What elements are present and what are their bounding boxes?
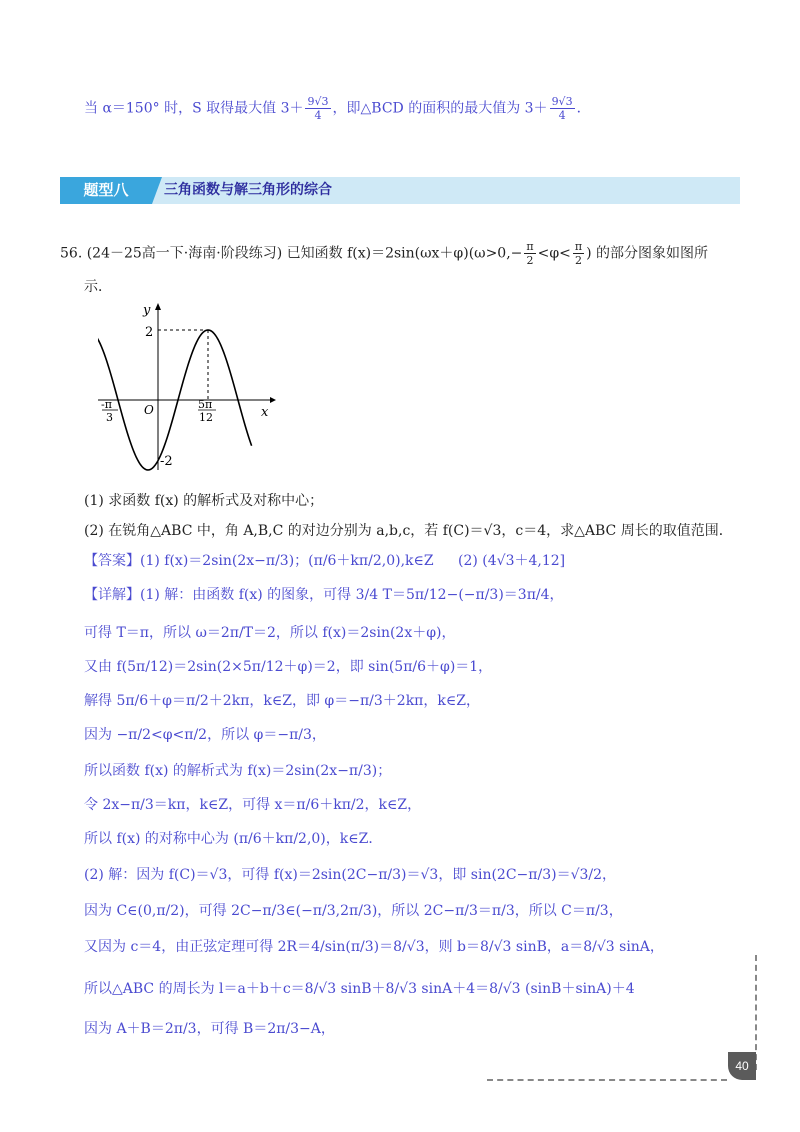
detail-line-13: 因为 A＋B＝2π/3，可得 B＝2π/3−A， [84,1021,335,1037]
origin-label: O [144,403,154,417]
answer-part-2: (2) (4√3＋4,12] [458,553,566,569]
x-left-den: 3 [106,411,113,424]
question-frac-2: $\frac{\pi}{2}$ [574,240,583,267]
x-left-num: -π [101,398,112,411]
detail-line-3: 又由 f(5π/12)＝2sin(2×5π/12＋φ)＝2，即 sin(5π/6＋φ)＝1， [84,659,493,675]
top-end: ． [576,100,591,117]
detail-line-5: 因为 −π/2<φ<π/2，所以 φ＝−π/3， [84,727,326,743]
detail-line-8: 所以 f(x) 的对称中心为 (π/6＋kπ/2,0)，k∈Z． [84,831,383,847]
y-axis-label: y [143,303,151,318]
question-text-a: (24－25高一下·海南·阶段练习) 已知函数 f(x)＝2sin(ωx＋φ)(ω>0,− [86,245,523,262]
function-graph [98,300,288,475]
top-fraction-2: $\frac{9√3}{4}$ [551,95,573,122]
page-number: 40 [728,1052,756,1080]
question-part-2: (2) 在锐角△ABC 中，角 A,B,C 的对边分别为 a,b,c，若 f(C)＝√3，c＝4，求△ABC 周长的取值范围． [84,523,733,539]
detail-line-12: 所以△ABC 的周长为 l＝a＋b＋c＝8/√3 sinB＋8/√3 sinA＋4＝8/√3 (sinB＋sinA)＋4 [84,981,635,997]
page-corner-dashes-horizontal [487,1079,727,1081]
question-part-1: (1) 求函数 f(x) 的解析式及对称中心； [84,493,324,509]
detail-line-1: 【详解】(1) 解：由函数 f(x) 的图象，可得 3/4 T＝5π/12−(−π/3)＝3π/4， [84,587,564,603]
detail-tag: 【详解】 [84,587,140,603]
question-line-1 [60,240,708,267]
detail-line-7: 令 2x−π/3＝kπ，k∈Z，可得 x＝π/6＋kπ/2，k∈Z， [84,797,422,813]
question-line-2: 示． [84,279,112,295]
top-mid: ，即△BCD 的面积的最大值为 3＋ [332,100,548,117]
detail-line-4: 解得 5π/6＋φ＝π/2＋2kπ，k∈Z，即 φ＝−π/3＋2kπ，k∈Z， [84,693,480,709]
y-max-label: 2 [145,325,154,340]
y-axis-arrow [155,303,161,310]
top-prefix: 当 α＝150° 时，S 取得最大值 3＋ [84,100,304,117]
question-text-b: <φ< [537,245,571,262]
x-right-num: 5π [198,398,213,411]
x-axis-label: x [261,405,269,420]
answer-part-1: (1) f(x)＝2sin(2x−π/3)；(π/6＋kπ/2,0),k∈Z [140,553,434,569]
section-title: 三角函数与解三角形的综合 [164,182,332,198]
top-result-line [84,95,591,122]
detail-line-9: (2) 解：因为 f(C)＝√3，可得 f(x)＝2sin(2C−π/3)＝√3，即 sin(2C−π/3)＝√3/2， [84,867,617,883]
detail-line-10: 因为 C∈(0,π/2)，可得 2C−π/3∈(−π/3,2π/3)，所以 2C−π/3＝π/3，所以 C＝π/3， [84,903,623,919]
top-fraction-1: $\frac{9√3}{4}$ [307,95,329,122]
question-text-c: ) 的部分图象如图所 [586,245,709,262]
answer-tag: 【答案】 [84,553,140,569]
question-number: 56. [60,245,83,262]
y-min-label: -2 [160,454,173,469]
section-header [60,177,740,204]
answer-line [84,550,566,570]
detail-line-2: 可得 T＝π，所以 ω＝2π/T＝2，所以 f(x)＝2sin(2x＋φ)， [84,625,456,641]
x-axis-arrow [270,397,276,403]
detail-line-11: 又因为 c＝4，由正弦定理可得 2R＝4/sin(π/3)＝8/√3，则 b＝8/√3 sinB，a＝8/√3 sinA， [84,939,664,955]
detail-line-6: 所以函数 f(x) 的解析式为 f(x)＝2sin(2x−π/3)； [84,763,392,779]
section-label: 题型八 [60,177,152,204]
x-right-den: 12 [199,411,213,424]
question-frac-1: $\frac{\pi}{2}$ [526,240,534,267]
